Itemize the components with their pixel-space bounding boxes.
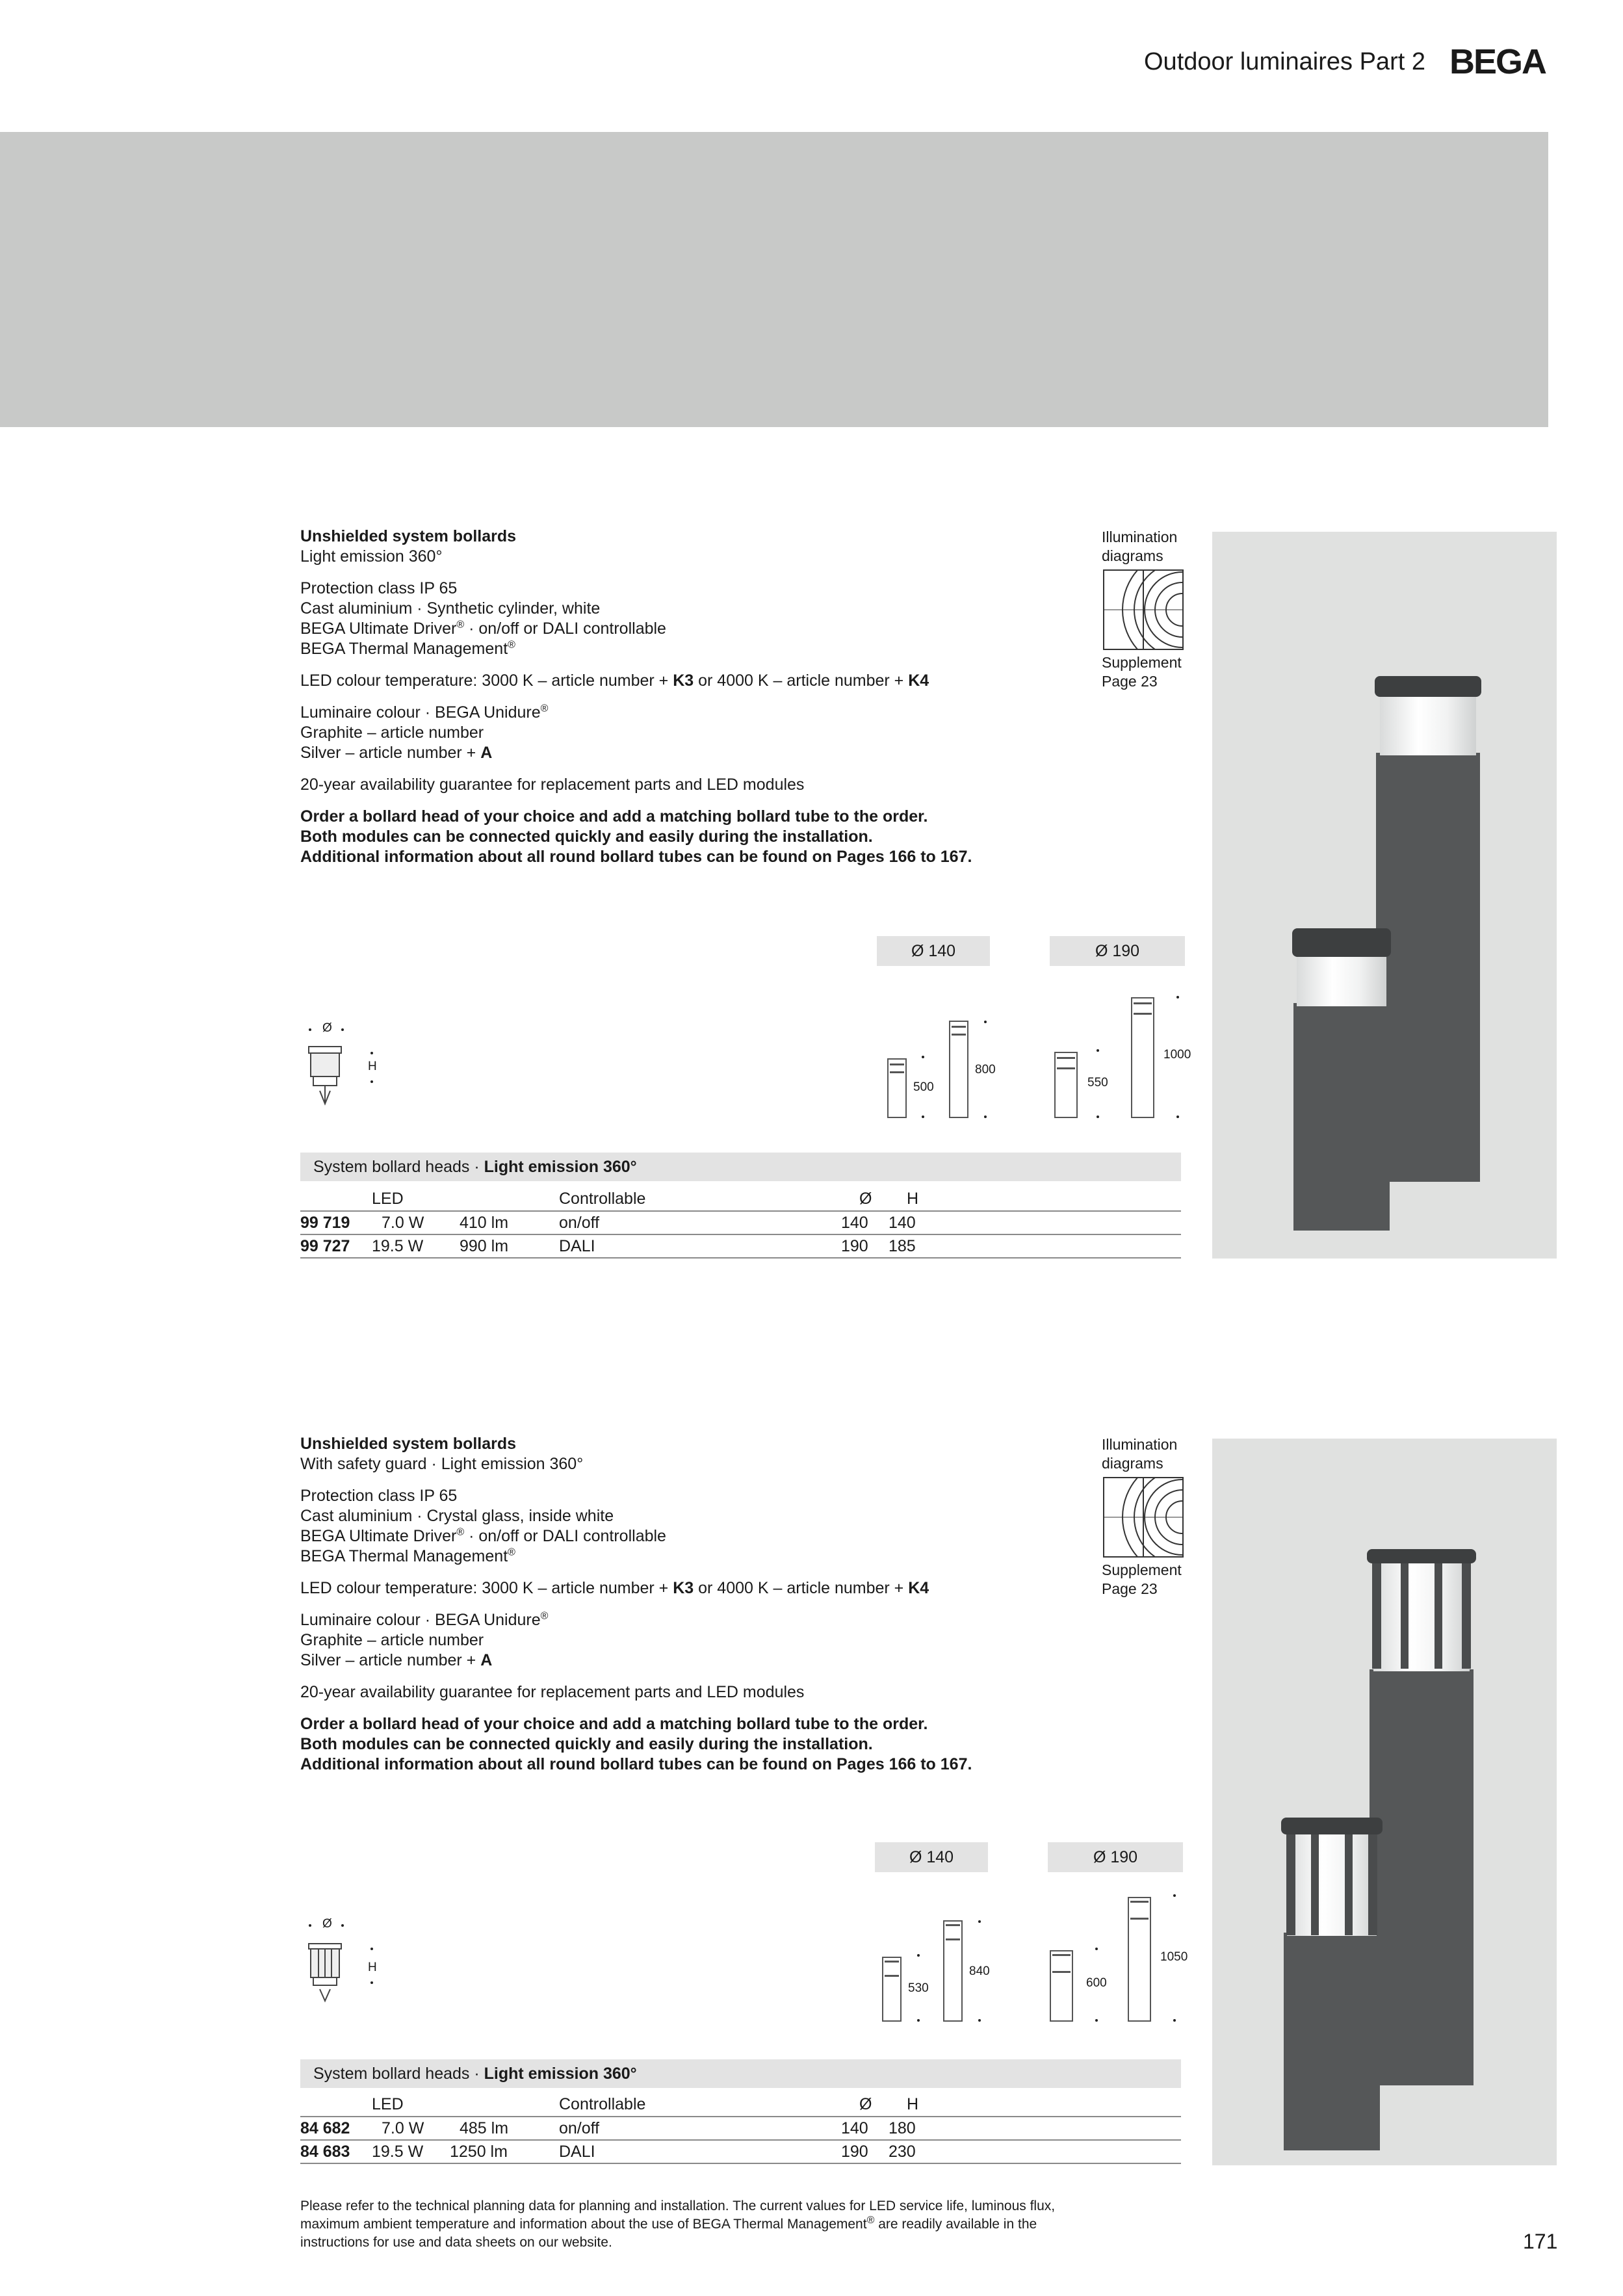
colour-graphite: Graphite – article number bbox=[300, 724, 484, 742]
illumination-diagram-icon[interactable] bbox=[1103, 1477, 1184, 1558]
guarantee: 20-year availability guarantee for replacement parts and LED modules bbox=[300, 1683, 805, 1701]
product-title: Unshielded system bollards bbox=[300, 1435, 517, 1453]
table-row: 99 727 19.5 W 990 lm DALI 190 185 bbox=[300, 1237, 916, 1255]
short-bollard-cap bbox=[1292, 928, 1391, 957]
driver-line: BEGA Ultimate Driver® · on/off or DALI controllable bbox=[300, 1526, 666, 1545]
luminaire-colour: Luminaire colour · BEGA Unidure® bbox=[300, 703, 549, 722]
tube-drawings-2: 530 840 600 1050 bbox=[874, 1892, 1199, 2028]
product-subtitle: Light emission 360° bbox=[300, 547, 443, 566]
tube-190-short bbox=[1054, 1052, 1078, 1118]
tall-bollard-tube bbox=[1376, 753, 1480, 1182]
colour-graphite: Graphite – article number bbox=[300, 1631, 484, 1649]
page-number: 171 bbox=[1523, 2230, 1558, 2253]
product-subtitle: With safety guard · Light emission 360° bbox=[300, 1455, 584, 1473]
illumination-diagram-icon[interactable] bbox=[1103, 569, 1184, 650]
tall-bollard-guard bbox=[1370, 1553, 1474, 1674]
tall-bollard-cap bbox=[1375, 676, 1481, 697]
product-description-2 bbox=[300, 1434, 972, 1775]
tube-drawings-1: 500 800 550 1000 bbox=[877, 988, 1202, 1125]
short-bollard-tube bbox=[1293, 1003, 1390, 1231]
illumination-label: Illumination diagrams bbox=[1102, 528, 1178, 564]
tall-bollard-cap bbox=[1367, 1549, 1476, 1563]
tube-190-tall bbox=[1128, 1897, 1151, 2022]
table-row: 84 682 7.0 W 485 lm on/off 140 180 bbox=[300, 2119, 916, 2137]
order-note-2: Both modules can be connected quickly and easily during the installation. bbox=[300, 828, 873, 846]
order-note-1: Order a bollard head of your choice and add a matching bollard tube to the order. bbox=[300, 1715, 928, 1733]
driver-line: BEGA Ultimate Driver® · on/off or DALI controllable bbox=[300, 619, 666, 638]
header-banner bbox=[0, 132, 1548, 427]
supplement-reference: Supplement Page 23 bbox=[1102, 1561, 1182, 1597]
diameter-tag-190: Ø 190 bbox=[1050, 936, 1185, 966]
protection-class: Protection class IP 65 bbox=[300, 1487, 458, 1505]
table-header-row: LED Controllable Ø H bbox=[372, 2095, 919, 2113]
product-photo-2 bbox=[1212, 1439, 1557, 2165]
brand-logo: BEGA bbox=[1449, 42, 1546, 81]
guarantee: 20-year availability guarantee for replacement parts and LED modules bbox=[300, 776, 805, 794]
head-dimension-drawing: Ø H bbox=[305, 1021, 383, 1112]
order-note-3: Additional information about all round bollard tubes can be found on Pages 166 to 167. bbox=[300, 1755, 972, 1773]
material: Cast aluminium · Synthetic cylinder, white bbox=[300, 599, 601, 618]
colour-temperature: LED colour temperature: 3000 K – article number + K3 or 4000 K – article number + K4 bbox=[300, 672, 929, 690]
protection-class: Protection class IP 65 bbox=[300, 579, 458, 597]
tube-140-tall bbox=[943, 1920, 963, 2022]
table-row: 84 683 19.5 W 1250 lm DALI 190 230 bbox=[300, 2143, 916, 2161]
table-title: System bollard heads · Light emission 360° bbox=[300, 2059, 1181, 2088]
colour-silver: Silver – article number + A bbox=[300, 1651, 493, 1669]
table-title: System bollard heads · Light emission 360° bbox=[300, 1153, 1181, 1181]
tall-bollard-diffuser bbox=[1380, 694, 1476, 755]
diameter-tag-140: Ø 140 bbox=[875, 1842, 988, 1872]
luminaire-colour: Luminaire colour · BEGA Unidure® bbox=[300, 1610, 549, 1629]
product-title: Unshielded system bollards bbox=[300, 527, 517, 545]
order-note-2: Both modules can be connected quickly and easily during the installation. bbox=[300, 1735, 873, 1753]
order-note-1: Order a bollard head of your choice and add a matching bollard tube to the order. bbox=[300, 807, 928, 826]
diameter-tag-190: Ø 190 bbox=[1048, 1842, 1183, 1872]
tall-bollard-tube bbox=[1370, 1669, 1474, 2085]
illumination-label: Illumination diagrams bbox=[1102, 1436, 1178, 1472]
head-dimension-drawing: Ø H bbox=[305, 1916, 383, 2007]
table-row: 99 719 7.0 W 410 lm on/off 140 140 bbox=[300, 1214, 916, 1232]
tube-140-short bbox=[882, 1957, 902, 2022]
table-header-row: LED Controllable Ø H bbox=[372, 1190, 919, 1208]
short-bollard-diffuser bbox=[1297, 954, 1386, 1006]
catalogue-section-title: Outdoor luminaires Part 2 bbox=[1144, 48, 1425, 75]
tube-190-short bbox=[1050, 1950, 1073, 2022]
product-description-1 bbox=[300, 527, 972, 867]
short-bollard-tube bbox=[1284, 1933, 1380, 2150]
supplement-reference: Supplement Page 23 bbox=[1102, 654, 1182, 690]
footnote: Please refer to the technical planning data for planning and installation. The current values for LED service life, luminous flux, maximum ambient temperature and information about the use of BEGA Thermal Management® are readily available in the instructions for use and data sheets on our website. bbox=[300, 2198, 1056, 2250]
product-photo-1 bbox=[1212, 532, 1557, 1259]
tube-140-short bbox=[887, 1058, 907, 1118]
short-bollard-guard bbox=[1284, 1829, 1380, 1938]
thermal-line: BEGA Thermal Management® bbox=[300, 639, 515, 658]
thermal-line: BEGA Thermal Management® bbox=[300, 1546, 515, 1565]
order-note-3: Additional information about all round bollard tubes can be found on Pages 166 to 167. bbox=[300, 848, 972, 866]
tube-190-tall bbox=[1131, 997, 1154, 1118]
colour-silver: Silver – article number + A bbox=[300, 744, 493, 762]
material: Cast aluminium · Crystal glass, inside white bbox=[300, 1507, 614, 1525]
tube-140-tall bbox=[949, 1021, 968, 1118]
short-bollard-cap bbox=[1281, 1818, 1383, 1834]
diameter-tag-140: Ø 140 bbox=[877, 936, 990, 966]
colour-temperature: LED colour temperature: 3000 K – article number + K3 or 4000 K – article number + K4 bbox=[300, 1579, 929, 1597]
